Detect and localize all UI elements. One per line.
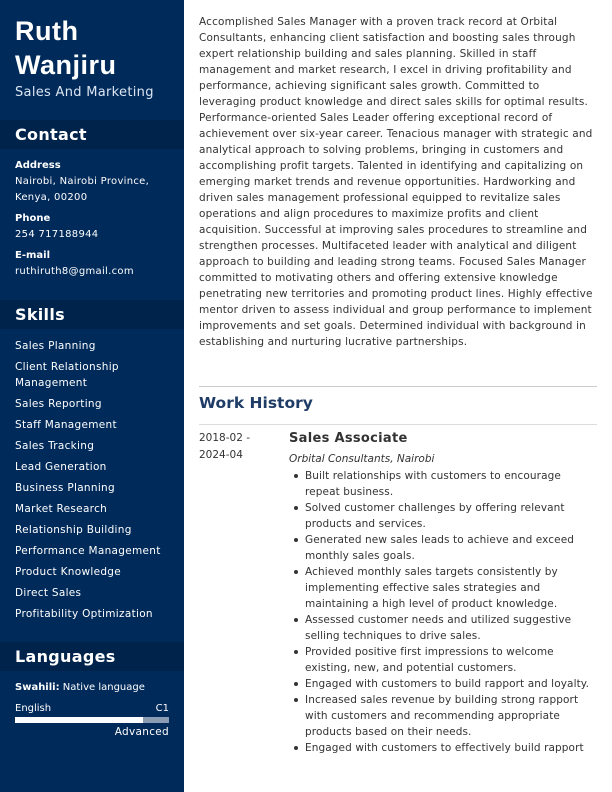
skill-item: Product Knowledge <box>15 566 122 578</box>
language-description: Advanced <box>114 726 169 738</box>
first-name: Ruth <box>15 16 79 46</box>
job-company: Orbital Consultants, Nairobi <box>289 453 435 465</box>
job-date-end: 2024-04 <box>199 449 243 461</box>
job-bullet: Generated new sales leads to achieve and exceed monthly sales goals. <box>289 532 597 564</box>
skill-item: Relationship Building <box>15 524 132 536</box>
job-bullet: Achieved monthly sales targets consistently by implementing effective sales strategies and maintaining a high level of product knowledge. <box>289 564 597 612</box>
sidebar <box>0 0 184 792</box>
skill-item: Sales Tracking <box>15 440 95 452</box>
address-line-2: Kenya, 00200 <box>15 192 88 203</box>
skill-item: Lead Generation <box>15 461 107 473</box>
job-entry <box>289 430 597 756</box>
work-history-divider <box>199 424 597 425</box>
skill-item: Profitability Optimization <box>15 608 153 620</box>
job-date-start: 2018-02 - <box>199 432 250 444</box>
address-line-1: Nairobi, Nairobi Province, <box>15 176 150 187</box>
job-title: Sales And Marketing <box>15 85 154 100</box>
native-language-level: Native language <box>62 682 145 693</box>
language-name: English <box>15 703 52 714</box>
language-proficiency-fill <box>15 717 143 723</box>
native-language-name: Swahili: <box>15 682 60 693</box>
language-level: C1 <box>155 703 169 714</box>
skill-item: Direct Sales <box>15 587 82 599</box>
skill-item: Sales Planning <box>15 340 96 352</box>
email-label: E-mail <box>15 250 51 261</box>
contact-heading: Contact <box>0 120 184 149</box>
candidate-name <box>15 14 180 82</box>
skill-item: Staff Management <box>15 419 117 431</box>
skills-heading: Skills <box>0 300 184 329</box>
skill-item: Performance Management <box>15 545 161 557</box>
language-english <box>15 703 169 714</box>
job-bullets <box>289 468 597 756</box>
job-bullet: Assessed customer needs and utilized suggestive selling techniques to drive sales. <box>289 612 597 644</box>
address-label: Address <box>15 160 61 171</box>
language-proficiency-bar <box>15 717 169 723</box>
work-history-heading: Work History <box>199 394 313 412</box>
skill-item: Sales Reporting <box>15 398 102 410</box>
professional-summary: Accomplished Sales Manager with a proven track record at Orbital Consultants, enhancing client satisfaction and boosting sales through expert relationship building and sales planning. Skilled in staff management and market research, I excel in driving profitability and performance, achieving significant sales growth. Committed to leveraging product knowledge and direct sales skills for optimal results. Performance-oriented Sales Leader offering exceptional record of achievement over six-year career. Tenacious manager with strategic and analytical approach to solving problems, bringing in customers and accomplishing profit targets. Talented in identifying and capitalizing on emerging market trends and revenue opportunities. Hardworking and driven sales management professional equipped to revitalize sales operations and align procedures to maximize profits and client acquisition. Successful at improving sales procedures to streamline and strengthen processes. Multifaceted leader with analytical and diligent approach to building and leading strong teams. Focused Sales Manager committed to motivating others and offering extensive knowledge penetrating new territories and promoting product lines. Highly effective mentor driven to assess individual and group performance to implement improvements and set goals. Determined individual with background in establishing and nurturing lucrative partnerships. <box>199 16 593 348</box>
phone-value: 254 717188944 <box>15 229 99 240</box>
skill-item: Business Planning <box>15 482 115 494</box>
section-divider <box>199 386 597 387</box>
native-language <box>15 682 145 693</box>
skills-list <box>15 338 180 627</box>
job-bullet: Solved customer challenges by offering relevant products and services. <box>289 500 597 532</box>
job-bullet: Built relationships with customers to encourage repeat business. <box>289 468 597 500</box>
job-bullet: Engaged with customers to build rapport and loyalty. <box>289 676 597 692</box>
phone-label: Phone <box>15 213 51 224</box>
skill-item: Client Relationship Management <box>15 361 119 389</box>
skill-item: Market Research <box>15 503 108 515</box>
email-value: ruthiruth8@gmail.com <box>15 266 134 277</box>
last-name: Wanjiru <box>15 50 117 80</box>
job-role: Sales Associate <box>289 431 408 446</box>
job-bullet: Provided positive first impressions to welcome existing, new, and potential customers. <box>289 644 597 676</box>
job-bullet: Increased sales revenue by building strong rapport with customers and recommending appropriate products based on their needs. <box>289 692 597 740</box>
job-bullet: Engaged with customers to effectively build rapport <box>289 740 597 756</box>
job-dates <box>199 430 279 464</box>
languages-heading: Languages <box>0 642 184 671</box>
